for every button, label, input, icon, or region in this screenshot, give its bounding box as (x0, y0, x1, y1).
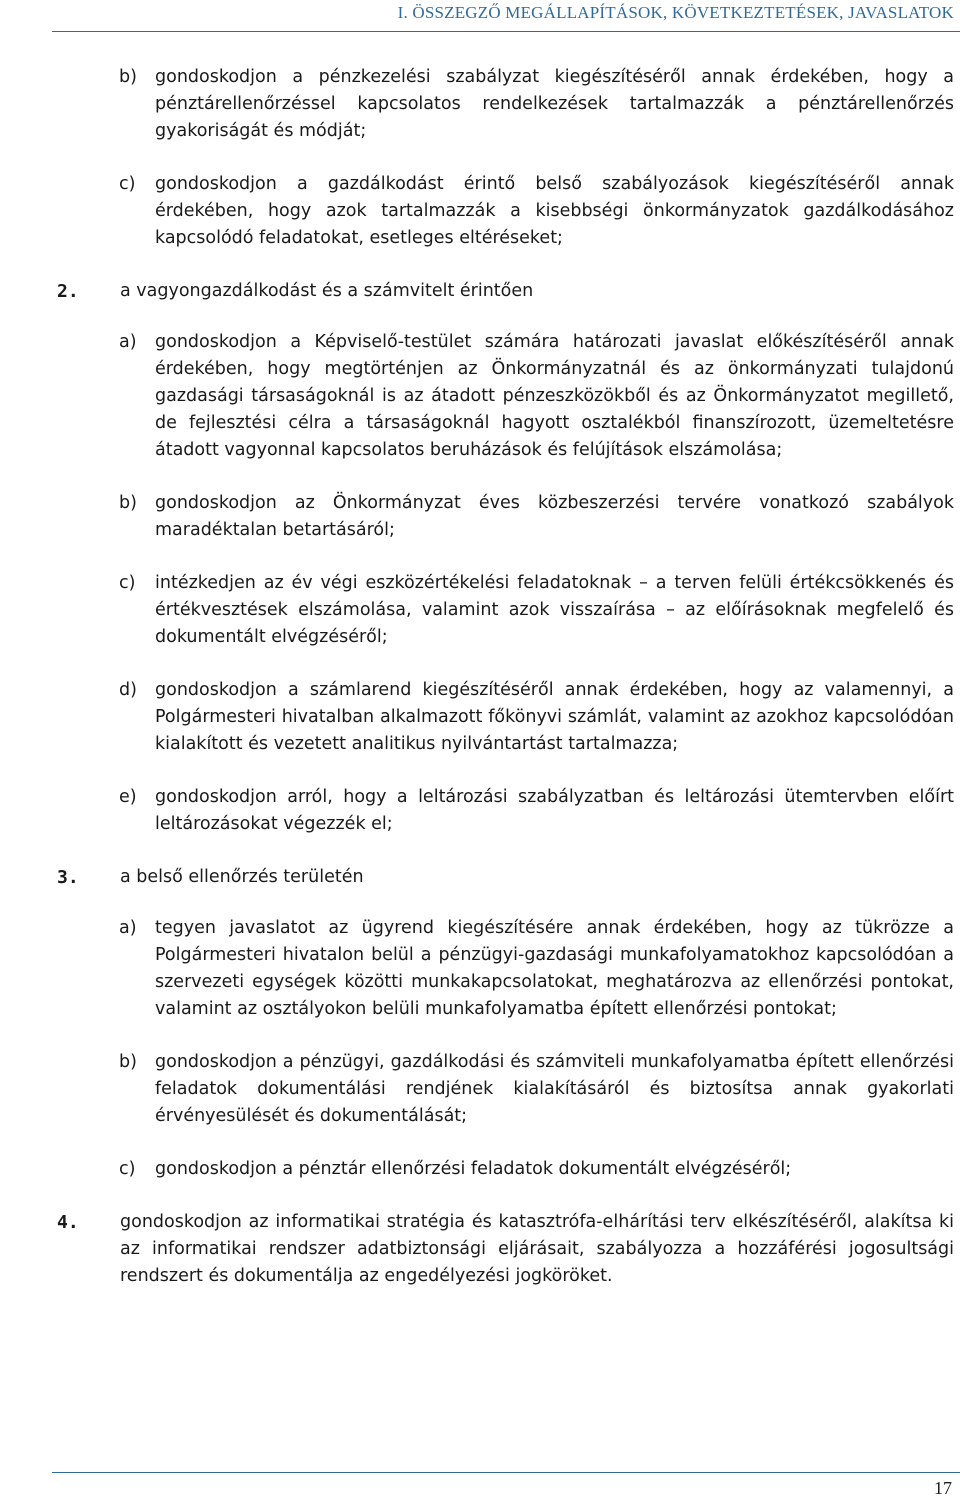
footer-divider (52, 1472, 960, 1473)
item-text: tegyen javaslatot az ügyrend kiegészítésére annak érdekében, hogy az tükrözze a Polgármesteri hivatalon belül a pénzügyi-gazdasági munkafolyamatokhoz kapcsolódóan a szervezeti egységek közötti munkakapcsolatokat, meghatározva az ellenőrzési pontokat, valamint az osztályokon belüli munkafolyamatba épített ellenőrzési pontokat; (155, 918, 954, 1019)
section-2 (0, 278, 960, 305)
section-number: 2. (57, 281, 79, 302)
item-label: c) (119, 1159, 136, 1179)
list-item (0, 329, 960, 464)
list-item (0, 677, 960, 758)
section-number: 4. (57, 1212, 79, 1233)
item-label: b) (119, 1052, 137, 1072)
item-label: d) (119, 680, 137, 700)
item-label: e) (119, 787, 137, 807)
section-3-items (0, 915, 960, 1183)
section-heading: a vagyongazdálkodást és a számvitelt érintően (120, 281, 534, 301)
item-text: gondoskodjon a Képviselő-testület számára határozati javaslat előkészítéséről annak érdekében, hogy megtörténjen az Önkormányzatnál és az önkormányzati tulajdonú gazdasági társaságoknál is az átadott pénzeszközökből és az Önkormányzatot megillető, de fejlesztési célra a társaságoknál hagyott osztalékból finanszírozott, üzemeltetésre átadott vagyonnal kapcsolatos beruházások és felújítások elszámolása; (155, 332, 954, 460)
document-body (0, 64, 960, 1312)
item-text: gondoskodjon a pénzkezelési szabályzat kiegészítéséről annak érdekében, hogy a pénztárellenőrzéssel kapcsolatos rendelkezések tartalmazzák a pénztárellenőrzés gyakoriságát és módját; (155, 67, 954, 141)
item-text: gondoskodjon az Önkormányzat éves közbeszerzési tervére vonatkozó szabályok maradéktalan betartásáról; (155, 493, 954, 540)
list-item (0, 784, 960, 838)
item-text: gondoskodjon a gazdálkodást érintő belső szabályozások kiegészítéséről annak érdekében, hogy azok tartalmazzák a kisebbségi önkormányzatok gazdálkodásához kapcsolódó feladatokat, esetleges eltéréseket; (155, 174, 954, 248)
list-item (0, 915, 960, 1023)
list-item (0, 64, 960, 145)
section-4 (0, 1209, 960, 1290)
item-label: a) (119, 332, 137, 352)
section-2-items (0, 329, 960, 838)
item-label: c) (119, 174, 136, 194)
list-item (0, 490, 960, 544)
running-header: I. ÖSSZEGZŐ MEGÁLLAPÍTÁSOK, KÖVETKEZTETÉSEK, JAVASLATOK (397, 3, 954, 22)
section-number: 3. (57, 867, 79, 888)
list-item (0, 1049, 960, 1130)
item-text: gondoskodjon a pénzügyi, gazdálkodási és számviteli munkafolyamatba épített ellenőrzési feladatok dokumentálási rendjének kialakításáról és biztosítsa annak gyakorlati érvényesülését és dokumentálását; (155, 1052, 954, 1126)
item-label: b) (119, 67, 137, 87)
item-label: c) (119, 573, 136, 593)
item-text: gondoskodjon a számlarend kiegészítéséről annak érdekében, hogy az valamennyi, a Polgármesteri hivatalban alkalmazott főkönyvi számlát, valamint az azokhoz kapcsolódóan kialakított és vezetett analitikus nyilvántartást tartalmazza; (155, 680, 954, 754)
section-3 (0, 864, 960, 891)
list-item (0, 1156, 960, 1183)
item-text: gondoskodjon a pénztár ellenőrzési feladatok dokumentált elvégzéséről; (155, 1159, 792, 1179)
page-number: 17 (934, 1478, 952, 1498)
item-label: a) (119, 918, 137, 938)
item-text: gondoskodjon arról, hogy a leltározási szabályzatban és leltározási ütemtervben előírt leltározásokat végezzék el; (155, 787, 954, 834)
item-label: b) (119, 493, 137, 513)
header-divider (52, 31, 960, 32)
section-heading: a belső ellenőrzés területén (120, 867, 364, 887)
leading-items (0, 64, 960, 252)
list-item (0, 570, 960, 651)
section-heading: gondoskodjon az informatikai stratégia és katasztrófa-elhárítási terv elkészítéséről, alakítsa ki az informatikai rendszer adatbiztonsági eljárásait, szabályozza a hozzáférési jogosultsági rendszert és dokumentálja az engedélyezési jogköröket. (120, 1212, 954, 1286)
list-item (0, 171, 960, 252)
item-text: intézkedjen az év végi eszközértékelési feladatoknak – a terven felüli értékcsökkenés és értékvesztések elszámolása, valamint azok visszaírása – az előírásoknak megfelelő és dokumentált elvégzéséről; (155, 573, 954, 647)
